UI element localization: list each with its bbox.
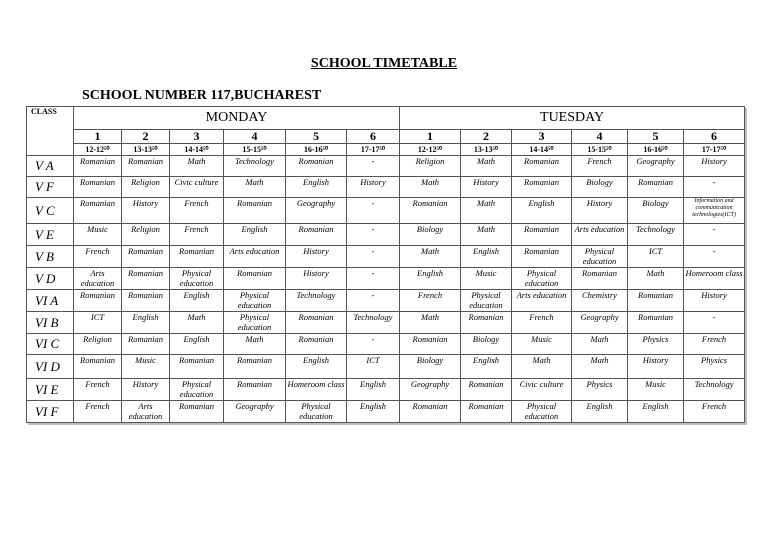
subject-cell: Music [122, 355, 170, 379]
subject-cell: Math [461, 224, 512, 246]
subject-cell: Religion [74, 334, 122, 355]
subject-cell: Romanian [461, 401, 512, 423]
subject-cell: Arts education [74, 268, 122, 290]
class-header: CLASS [27, 107, 74, 156]
period-time: 17-17⁵⁰ [347, 144, 400, 156]
day-header-monday: MONDAY [74, 107, 400, 130]
table-row [27, 379, 745, 401]
subject-cell: Biology [628, 198, 684, 224]
subject-cell: Romanian [224, 268, 286, 290]
subject-cell: Biology [400, 355, 461, 379]
subject-cell: French [74, 246, 122, 268]
subject-cell: Physical education [512, 401, 572, 423]
subject-cell: English [122, 312, 170, 334]
subject-cell: Arts education [122, 401, 170, 423]
subject-cell: English [400, 268, 461, 290]
subject-cell: Math [461, 198, 512, 224]
period-number: 1 [74, 130, 122, 144]
period-time: 15-15⁵⁰ [224, 144, 286, 156]
subject-cell: Romanian [512, 156, 572, 177]
subject-cell: Math [224, 177, 286, 198]
subject-cell: Romanian [122, 268, 170, 290]
subject-cell: Biology [461, 334, 512, 355]
subject-cell: Music [628, 379, 684, 401]
class-name: VI C [27, 334, 74, 355]
period-time-row [27, 144, 745, 156]
subject-cell: History [684, 290, 745, 312]
subject-cell: Geography [572, 312, 628, 334]
subject-cell: Romanian [400, 334, 461, 355]
subject-cell: Romanian [122, 246, 170, 268]
subject-cell: - [347, 198, 400, 224]
subject-cell: Romanian [170, 401, 224, 423]
subject-cell: English [347, 379, 400, 401]
subject-cell: English [286, 177, 347, 198]
subject-cell: Romanian [224, 355, 286, 379]
subject-cell: Romanian [628, 290, 684, 312]
class-name: V A [27, 156, 74, 177]
school-name: SCHOOL NUMBER 117,BUCHAREST [82, 88, 322, 103]
subject-cell: Arts education [512, 290, 572, 312]
subject-cell: English [170, 290, 224, 312]
subject-cell: French [170, 224, 224, 246]
subject-cell: English [347, 401, 400, 423]
period-time: 13-13⁵⁰ [122, 144, 170, 156]
subject-cell: Math [400, 246, 461, 268]
period-time: 16-16⁵⁰ [286, 144, 347, 156]
subject-cell: Romanian [74, 355, 122, 379]
subject-cell: Technology [224, 156, 286, 177]
day-header-tuesday: TUESDAY [400, 107, 745, 130]
subject-cell: History [286, 246, 347, 268]
subject-cell: Romanian [286, 224, 347, 246]
subject-cell: Geography [628, 156, 684, 177]
subject-cell: - [347, 268, 400, 290]
subject-cell: Physical education [224, 290, 286, 312]
subject-cell: English [224, 224, 286, 246]
period-number: 6 [684, 130, 745, 144]
subject-cell: History [122, 379, 170, 401]
subject-cell: Math [400, 312, 461, 334]
subject-cell: Romanian [74, 177, 122, 198]
class-name: V F [27, 177, 74, 198]
class-name: VI F [27, 401, 74, 423]
subject-cell: Romanian [122, 156, 170, 177]
subject-cell: Physics [684, 355, 745, 379]
subject-cell: Romanian [122, 290, 170, 312]
table-row [27, 290, 745, 312]
subject-cell: Math [572, 334, 628, 355]
period-number: 4 [224, 130, 286, 144]
subject-cell: Music [74, 224, 122, 246]
class-name: VI B [27, 312, 74, 334]
subject-cell: Information and communication technologies(ICT) [684, 198, 745, 224]
subject-cell: Romanian [286, 156, 347, 177]
subject-cell: Romanian [400, 401, 461, 423]
subject-cell: Romanian [628, 312, 684, 334]
subject-cell: Technology [286, 290, 347, 312]
subject-cell: Arts education [572, 224, 628, 246]
period-number: 3 [170, 130, 224, 144]
subject-cell: Romanian [512, 246, 572, 268]
subject-cell: Romanian [170, 355, 224, 379]
period-number: 6 [347, 130, 400, 144]
subject-cell: Biology [400, 224, 461, 246]
period-time: 17-17⁵⁰ [684, 144, 745, 156]
class-name: VI E [27, 379, 74, 401]
period-number: 2 [122, 130, 170, 144]
subject-cell: History [684, 156, 745, 177]
subject-cell: Romanian [122, 334, 170, 355]
table-row [27, 246, 745, 268]
class-name: VI A [27, 290, 74, 312]
period-time: 15-15⁵⁰ [572, 144, 628, 156]
subject-cell: - [684, 246, 745, 268]
subject-cell: Romanian [286, 334, 347, 355]
subject-cell: Romanian [74, 290, 122, 312]
subject-cell: French [170, 198, 224, 224]
subject-cell: Romanian [74, 156, 122, 177]
subject-cell: - [684, 177, 745, 198]
subject-cell: Math [512, 355, 572, 379]
subject-cell: Physical education [224, 312, 286, 334]
class-name: V D [27, 268, 74, 290]
class-name: V B [27, 246, 74, 268]
timetable [26, 106, 745, 423]
subject-cell: English [461, 355, 512, 379]
subject-cell: English [572, 401, 628, 423]
subject-cell: History [628, 355, 684, 379]
subject-cell: Romanian [512, 224, 572, 246]
subject-cell: Physical education [512, 268, 572, 290]
subject-cell: Romanian [461, 379, 512, 401]
period-number: 1 [400, 130, 461, 144]
subject-cell: Chemistry [572, 290, 628, 312]
subject-cell: Civic culture [170, 177, 224, 198]
period-number-row [27, 130, 745, 144]
period-time: 12-12⁵⁰ [74, 144, 122, 156]
period-time: 14-14⁵⁰ [512, 144, 572, 156]
table-row [27, 312, 745, 334]
subject-cell: Romanian [224, 198, 286, 224]
subject-cell: History [286, 268, 347, 290]
subject-cell: Music [512, 334, 572, 355]
subject-cell: Religion [122, 177, 170, 198]
subject-cell: Physical education [170, 379, 224, 401]
table-row [27, 156, 745, 177]
subject-cell: Romanian [512, 177, 572, 198]
subject-cell: Romanian [170, 246, 224, 268]
subject-cell: French [512, 312, 572, 334]
period-number: 3 [512, 130, 572, 144]
subject-cell: Romanian [74, 198, 122, 224]
subject-cell: History [122, 198, 170, 224]
subject-cell: Technology [628, 224, 684, 246]
subject-cell: - [684, 312, 745, 334]
table-row [27, 268, 745, 290]
subject-cell: History [461, 177, 512, 198]
subject-cell: French [572, 156, 628, 177]
subject-cell: French [74, 401, 122, 423]
subject-cell: Physics [572, 379, 628, 401]
period-number: 5 [286, 130, 347, 144]
subject-cell: - [684, 224, 745, 246]
subject-cell: ICT [628, 246, 684, 268]
period-time: 16-16⁵⁰ [628, 144, 684, 156]
table-row [27, 198, 745, 224]
page-title: SCHOOL TIMETABLE [310, 56, 458, 71]
subject-cell: - [347, 224, 400, 246]
subject-cell: Technology [684, 379, 745, 401]
subject-cell: Romanian [572, 268, 628, 290]
subject-cell: Physical education [461, 290, 512, 312]
subject-cell: Civic culture [512, 379, 572, 401]
subject-cell: - [347, 334, 400, 355]
subject-cell: Physical education [572, 246, 628, 268]
subject-cell: Homeroom class [286, 379, 347, 401]
subject-cell: Religion [122, 224, 170, 246]
subject-cell: ICT [347, 355, 400, 379]
class-name: V C [27, 198, 74, 224]
subject-cell: Homeroom class [684, 268, 745, 290]
subject-cell: Physical education [170, 268, 224, 290]
subject-cell: Math [628, 268, 684, 290]
subject-cell: - [347, 290, 400, 312]
subject-cell: Romanian [286, 312, 347, 334]
period-number: 2 [461, 130, 512, 144]
subject-cell: Math [170, 156, 224, 177]
subject-cell: English [512, 198, 572, 224]
subject-cell: French [684, 334, 745, 355]
subject-cell: Math [400, 177, 461, 198]
subject-cell: Arts education [224, 246, 286, 268]
class-name: V E [27, 224, 74, 246]
subject-cell: - [347, 246, 400, 268]
subject-cell: English [461, 246, 512, 268]
subject-cell: English [286, 355, 347, 379]
subject-cell: History [572, 198, 628, 224]
subject-cell: Romanian [224, 379, 286, 401]
subject-cell: English [628, 401, 684, 423]
subject-cell: Romanian [628, 177, 684, 198]
subject-cell: French [684, 401, 745, 423]
period-time: 12-12⁵⁰ [400, 144, 461, 156]
subject-cell: English [170, 334, 224, 355]
table-row [27, 355, 745, 379]
header-days-row [27, 107, 745, 130]
period-time: 14-14⁵⁰ [170, 144, 224, 156]
subject-cell: Math [461, 156, 512, 177]
subject-cell: Math [170, 312, 224, 334]
subject-cell: Geography [286, 198, 347, 224]
subject-cell: Physics [628, 334, 684, 355]
table-row [27, 401, 745, 423]
subject-cell: Math [572, 355, 628, 379]
class-name: VI D [27, 355, 74, 379]
subject-cell: ICT [74, 312, 122, 334]
subject-cell: French [400, 290, 461, 312]
subject-cell: Math [224, 334, 286, 355]
subject-cell: Geography [400, 379, 461, 401]
subject-cell: French [74, 379, 122, 401]
subject-cell: Religion [400, 156, 461, 177]
subject-cell: Geography [224, 401, 286, 423]
period-time: 13-13⁵⁰ [461, 144, 512, 156]
table-row [27, 224, 745, 246]
subject-cell: Technology [347, 312, 400, 334]
period-number: 4 [572, 130, 628, 144]
subject-cell: - [347, 156, 400, 177]
subject-cell: Biology [572, 177, 628, 198]
table-row [27, 334, 745, 355]
subject-cell: Physical education [286, 401, 347, 423]
subject-cell: Romanian [461, 312, 512, 334]
table-row [27, 177, 745, 198]
subject-cell: History [347, 177, 400, 198]
subject-cell: Romanian [400, 198, 461, 224]
period-number: 5 [628, 130, 684, 144]
subject-cell: Music [461, 268, 512, 290]
